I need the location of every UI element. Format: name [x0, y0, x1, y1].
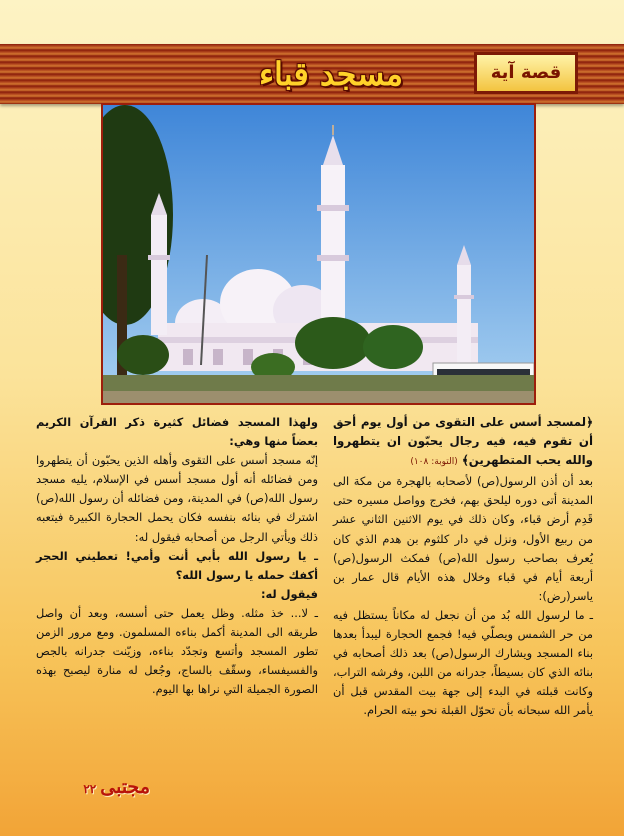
paragraph: ـ لا... خذ مثله. وظل يعمل حتى أسسه، وبعد أن واصل طريقه الى المدينة أكمل بناءه المسلمون. ومع مرور الزمن تطور المسجد وأتسع وتجدّد بناءه، وزيّنت جدرانه بالجص والفسيفساء، وسقّف بالساج، وجُعل له منارة ليصبح بهذه الصورة الجميلة التي نراها بها اليوم. [36, 605, 318, 697]
verse-text: ﴿لمسجد أسس على التقوى من أول يوم أحق أن تقوم فيه، فيه رجال يحبّون ان يتطهروا والله يحب المتطهرين﴾ [333, 415, 593, 468]
page-number: ٢٢ [83, 782, 97, 796]
left-column [36, 413, 318, 699]
paragraph: إنّه مسجد أسس على التقوى وأهله الذين يحبّون أن يتطهروا ومن فضائله أنه أول مسجد أسس في الإسلام، يليه مسجد رسول الله(ص) في المدينة، ومن فضائله أن رسول الله(ص) اشترك في بنائه بنفسه فكان يحمل الحجارة الكبيرة فيتعبه ذلك ويأتي الرجل من أصحابه فيقول له: [36, 453, 318, 544]
magazine-logo [40, 776, 150, 802]
verse-reference: (التوبة: ١٠٨) [410, 457, 458, 468]
right-column [333, 413, 593, 721]
mosque-photo [101, 103, 536, 405]
page-title: مسجد قباء [258, 55, 404, 93]
paragraph: ـ ما لرسول الله بُد من أن نجعل له مكاناً يستظل فيه من حر الشمس ويصلّي فيه! فجمع الحجارة ليبدأ بعدها بناء المسجد ويشارك الرسول(ص) بعد ذلك أصحابه في بنائه الذي كان بسيطاً، جدرانه من اللبن، وفرشه التراب، وكانت قبلته في البدء إلى جهة بيت المقدس قبل أن يأمر الله سبحانه بأن تحوّل القبلة نحو بيته الحرام. [333, 607, 593, 718]
paragraph: فيقول له: [260, 586, 318, 601]
paragraph: ـ يا رسول الله بأبي أنت وأمي! تعطيني الحجر أكفك حمله يا رسول الله؟ [36, 548, 318, 582]
mosque-illustration [103, 105, 534, 403]
paragraph: ولهذا المسجد فضائل كثيرة ذكر القرآن الكريم بعضاً منها وهي: [36, 415, 318, 449]
quran-verse [333, 413, 593, 472]
magazine-name: مجتبى [100, 776, 150, 798]
paragraph: بعد أن أذن الرسول(ص) لأصحابه بالهجرة من مكة الى المدينة أتى دوره ليلحق بهم، فخرج وواصل مسيره حتى قَدِم أرض قباء، وكان ذلك في يوم الاثنين الثاني عشر من ربيع الأول، ونزل في دار كلثوم بن هدم الذي كان يُعرف بصاحب رسول الله(ص) فمكث الرسول(ص) أربعة أيام في قباء وخلال هذه الأيام قال عمار بن ياسر(رض): [333, 474, 593, 603]
section-label: قصة آية [474, 52, 578, 94]
